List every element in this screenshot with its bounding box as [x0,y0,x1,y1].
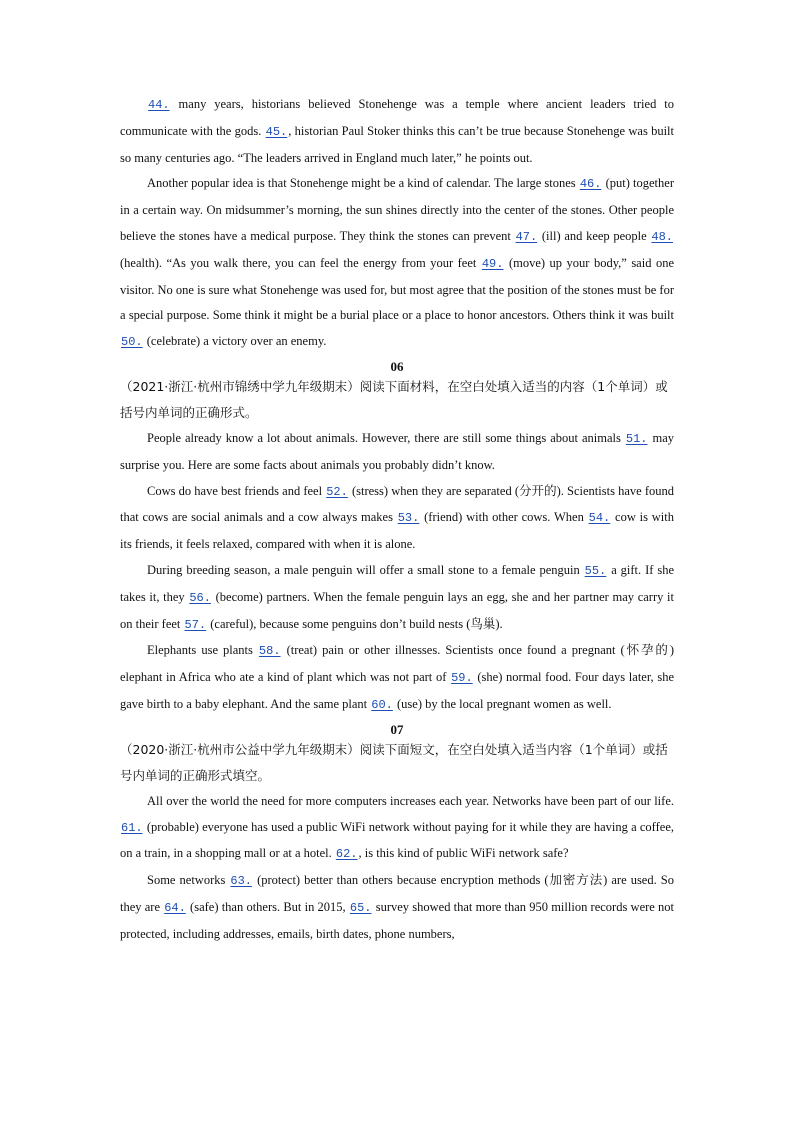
paragraph-text: (celebrate) a victory over an enemy. [143,334,327,349]
answer-blank[interactable]: 64. [164,900,186,915]
answer-blank[interactable]: 58. [258,644,281,659]
answer-blank[interactable]: 46. [579,177,602,192]
answer-blank[interactable]: 49. [481,256,504,271]
answer-blank[interactable]: 44. [148,98,170,112]
paragraph-text: may surprise you. Here are some facts about animals you probably didn’t know. [120,430,674,472]
paragraph-text: (stress) when they are separated (分开的). Scientists have found that cows are social animals and a cow always makes [120,483,674,525]
answer-blank[interactable]: 65. [349,900,372,915]
answer-blank[interactable]: 62. [335,847,358,862]
section-number: 06 [390,358,404,374]
paragraph-text: , is this kind of public WiFi network safe? [358,846,569,861]
paragraph-text: All over the world the need for more computers increases each year. Networks have been part of our life. [147,793,674,808]
passage-paragraph [120,868,674,947]
answer-blank[interactable]: 47. [515,229,538,244]
passage-paragraph [120,789,674,868]
answer-blank[interactable]: 45. [265,124,288,139]
passage-paragraph [120,558,674,638]
answer-blank[interactable]: 54. [588,511,611,526]
paragraph-text: (friend) with other cows. When [420,510,588,525]
answer-blank[interactable]: 51. [625,431,648,446]
passage-paragraph [120,638,674,718]
paragraph-text: People already know a lot about animals. However, there are still some things about animals [147,430,625,445]
paragraph-text: (careful), because some penguins don’t build nests (鸟巢). [207,616,503,631]
passage-paragraph [120,92,674,171]
paragraph-text: (health). “As you walk there, you can feel the energy from your feet [120,255,481,270]
paragraph-text: (ill) and keep people [538,228,651,243]
paragraph-text: (use) by the local pregnant women as well. [393,696,612,711]
answer-blank[interactable]: 56. [189,590,211,605]
section-instructions: （2020·浙江·杭州市公益中学九年级期末）阅读下面短文，在空白处填入适当内容（1个单词）或括号内单词的正确形式填空。 [120,741,668,783]
paragraph-text: Some networks [147,873,230,888]
answer-blank[interactable]: 52. [326,484,348,499]
answer-blank[interactable]: 60. [371,697,393,712]
paragraph-text: (treat) pain or other illnesses. Scientists once found a pregnant (怀孕的) elephant in Africa who ate a kind of plant which was not part of [120,643,674,685]
paragraph-text: a gift. If she takes it, they [120,562,674,604]
passage-paragraph [120,426,674,479]
paragraph-text: (move) up your body,” said one visitor. No one is sure what Stonehenge was used for, but most agree that the position of the stones must be for a special purpose. Some think it might be a burial place or a place to honor ancestors. Others think it was built [120,255,674,323]
paragraph-text: (safe) than others. But in 2015, [186,899,349,914]
answer-blank[interactable]: 61. [121,820,143,835]
answer-blank[interactable]: 53. [397,511,420,526]
answer-blank[interactable]: 57. [184,617,207,632]
paragraph-text: Elephants use plants [147,643,258,658]
passage-paragraph [120,479,674,558]
paragraph-text: (become) partners. When the female penguin lays an egg, she and her partner may carry it on their feet [120,589,674,631]
section-instructions: （2021·浙江·杭州市锦绣中学九年级期末）阅读下面材料，在空白处填入适当的内容（1个单词）或括号内单词的正确形式。 [120,378,668,420]
paragraph-text: survey showed that more than 950 million records were not protected, including addresses, emails, birth dates, phone numbers, [120,899,675,941]
paragraph-text: many years, historians believed Stonehenge was a temple where ancient leaders tried to communicate with the gods. [120,97,674,138]
paragraph-text: Cows do have best friends and feel [147,483,326,498]
paragraph-text: Another popular idea is that Stonehenge might be a kind of calendar. The large stones [147,176,579,191]
paragraph-text: (she) normal food. Four days later, she gave birth to a baby elephant. And the same plant [120,670,674,711]
document-page [120,92,674,948]
paragraph-text: (put) together in a certain way. On midsummer’s morning, the sun shines directly into the center of the stones. Other people believe the stones have a medical purpose. They think the stones can prevent [120,176,674,243]
paragraph-text: (probable) everyone has used a public WiFi network without paying for it while they are having a coffee, on a train, in a shopping mall or at a hotel. [120,819,674,861]
answer-blank[interactable]: 63. [230,874,253,889]
section-number: 07 [390,721,404,737]
paragraph-text: , historian Paul Stoker thinks this can’t be true because Stonehenge was built so many centuries ago. “The leaders arrived in England much later,” he points out. [120,123,674,165]
paragraph-text: (protect) better than others because encryption methods (加密方法) are used. So they are [120,873,674,914]
answer-blank[interactable]: 48. [651,229,673,244]
passage-paragraph [120,171,674,356]
answer-blank[interactable]: 50. [121,335,143,350]
answer-blank[interactable]: 59. [451,671,473,686]
paragraph-text: cow is with its friends, it feels relaxed, compared with when it is alone. [120,510,675,552]
paragraph-text: During breeding season, a male penguin will offer a small stone to a female penguin [147,562,584,577]
answer-blank[interactable]: 55. [584,563,607,578]
